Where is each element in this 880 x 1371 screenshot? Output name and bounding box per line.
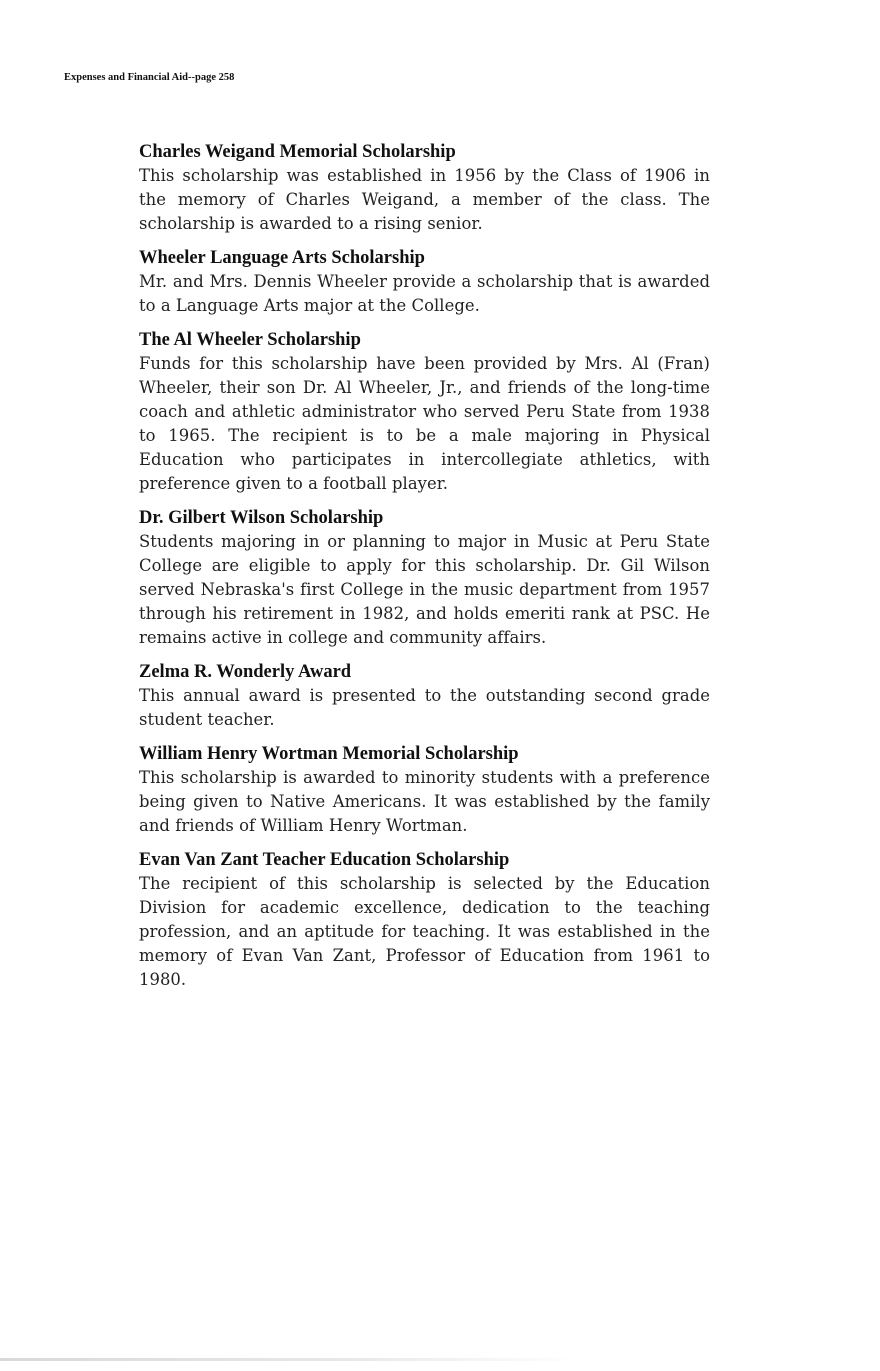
scholarship-entry — [139, 660, 710, 732]
scholarship-title: William Henry Wortman Memorial Scholarship — [139, 744, 519, 764]
scholarship-title: The Al Wheeler Scholarship — [139, 330, 361, 350]
scholarship-entry — [139, 742, 710, 838]
scholarship-entry — [139, 848, 710, 992]
scholarship-entry — [139, 328, 710, 496]
scholarship-list — [139, 140, 710, 1002]
scholarship-title: Dr. Gilbert Wilson Scholarship — [139, 508, 384, 528]
scholarship-description: This annual award is presented to the outstanding second grade student teacher. — [139, 686, 710, 729]
scholarship-description: The recipient of this scholarship is selected by the Education Division for academic excellence, dedication to the teaching profession, and an aptitude for teaching. It was established in the memory of Evan Van Zant, Professor of Education from 1961 to 1980. — [139, 874, 710, 989]
scan-edge-divider — [0, 1358, 580, 1361]
scholarship-entry — [139, 506, 710, 650]
scholarship-title: Evan Van Zant Teacher Education Scholarship — [139, 850, 510, 870]
running-head: Expenses and Financial Aid--page 258 — [64, 72, 235, 83]
scholarship-entry — [139, 140, 710, 236]
scholarship-description: Mr. and Mrs. Dennis Wheeler provide a scholarship that is awarded to a Language Arts major at the College. — [139, 272, 710, 315]
scholarship-title: Charles Weigand Memorial Scholarship — [139, 142, 456, 162]
scholarship-description: Funds for this scholarship have been provided by Mrs. Al (Fran) Wheeler, their son Dr. Al Wheeler, Jr., and friends of the long-time coach and athletic administrator who served Peru State from 1938 to 1965. The recipient is to be a male majoring in Physical Education who participates in intercollegiate athletics, with preference given to a football player. — [139, 354, 710, 493]
scholarship-title: Zelma R. Wonderly Award — [139, 662, 352, 682]
scholarship-description: This scholarship is awarded to minority students with a preference being given to Native Americans. It was established by the family and friends of William Henry Wortman. — [139, 768, 710, 835]
scholarship-description: Students majoring in or planning to major in Music at Peru State College are eligible to apply for this scholarship. Dr. Gil Wilson served Nebraska's first College in the music department from 1957 through his retirement in 1982, and holds emeriti rank at PSC. He remains active in college and community affairs. — [139, 532, 710, 647]
scholarship-entry — [139, 246, 710, 318]
scholarship-title: Wheeler Language Arts Scholarship — [139, 248, 425, 268]
scholarship-description: This scholarship was established in 1956 by the Class of 1906 in the memory of Charles Weigand, a member of the class. The scholarship is awarded to a rising senior. — [139, 166, 710, 233]
